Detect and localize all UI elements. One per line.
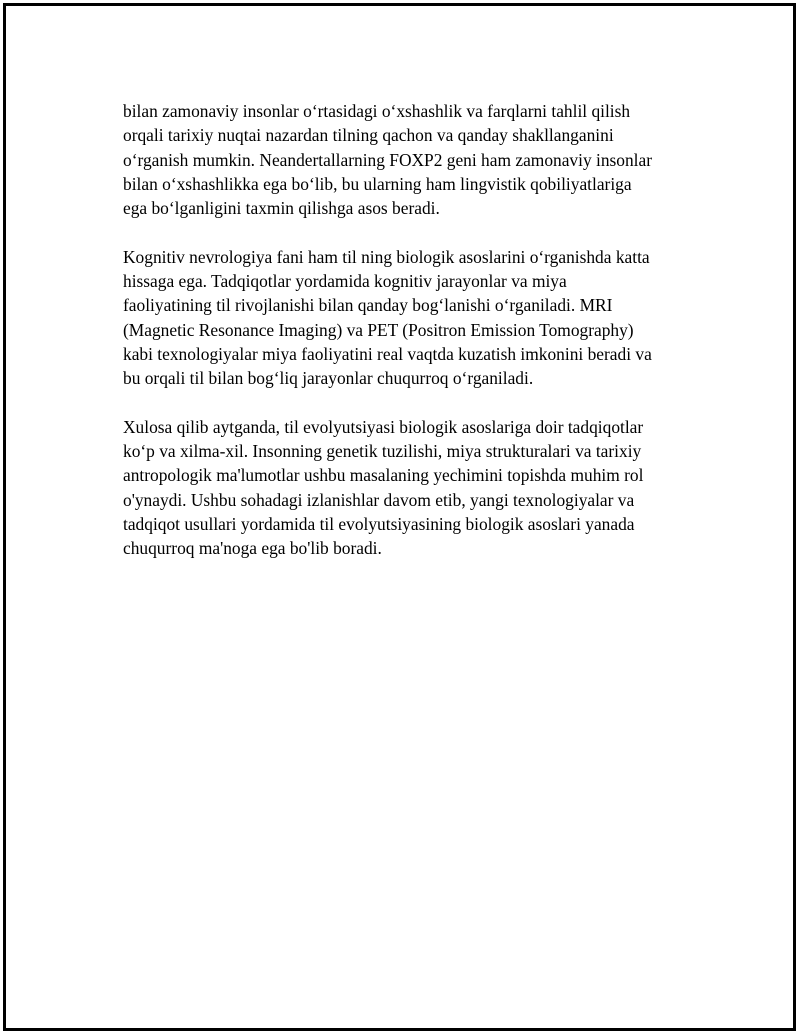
text-line: faoliyatining til rivojlanishi bilan qanday bogʻlanishi oʻrganiladi. MRI bbox=[123, 295, 613, 316]
text-line: Kognitiv nevrologiya fani ham til ning biologik asoslarini oʻrganishda katta bbox=[123, 246, 650, 267]
document-body bbox=[123, 99, 693, 561]
text-line: oʻrganish mumkin. Neandertallarning FOXP2 geni ham zamonaviy insonlar bbox=[123, 149, 653, 170]
text-line: o'ynaydi. Ushbu sohadagi izlanishlar davom etib, yangi texnologiyalar va bbox=[123, 489, 635, 510]
page-frame bbox=[3, 3, 796, 1031]
text-line: tadqiqot usullari yordamida til evolyutsiyasining biologik asoslari yanada bbox=[123, 514, 635, 535]
text-line: orqali tarixiy nuqtai nazardan tilning qachon va qanday shakllanganini bbox=[123, 125, 614, 146]
text-line: bu orqali til bilan bogʻliq jarayonlar chuqurroq oʻrganiladi. bbox=[123, 368, 534, 389]
text-line: bilan oʻxshashlikka ega boʻlib, bu ularning ham lingvistik qobiliyatlariga bbox=[123, 173, 632, 194]
text-line: Xulosa qilib aytganda, til evolyutsiyasi biologik asoslariga doir tadqiqotlar bbox=[123, 416, 644, 437]
text-line: ega boʻlganligini taxmin qilishga asos beradi. bbox=[123, 198, 440, 219]
text-line: chuqurroq ma'noga ega bo'lib boradi. bbox=[123, 538, 382, 559]
text-line: (Magnetic Resonance Imaging) va PET (Positron Emission Tomography) bbox=[123, 319, 634, 340]
paragraph-1 bbox=[123, 99, 693, 220]
paragraph-2 bbox=[123, 245, 693, 391]
text-line: antropologik ma'lumotlar ushbu masalaning yechimini topishda muhim rol bbox=[123, 465, 644, 486]
text-line: kabi texnologiyalar miya faoliyatini real vaqtda kuzatish imkonini beradi va bbox=[123, 343, 652, 364]
text-line: koʻp va xilma-xil. Insonning genetik tuzilishi, miya strukturalari va tarixiy bbox=[123, 441, 642, 462]
paragraph-3 bbox=[123, 415, 693, 561]
text-line: hissaga ega. Tadqiqotlar yordamida kognitiv jarayonlar va miya bbox=[123, 271, 567, 292]
text-line: bilan zamonaviy insonlar oʻrtasidagi oʻxshashlik va farqlarni tahlil qilish bbox=[123, 101, 631, 121]
